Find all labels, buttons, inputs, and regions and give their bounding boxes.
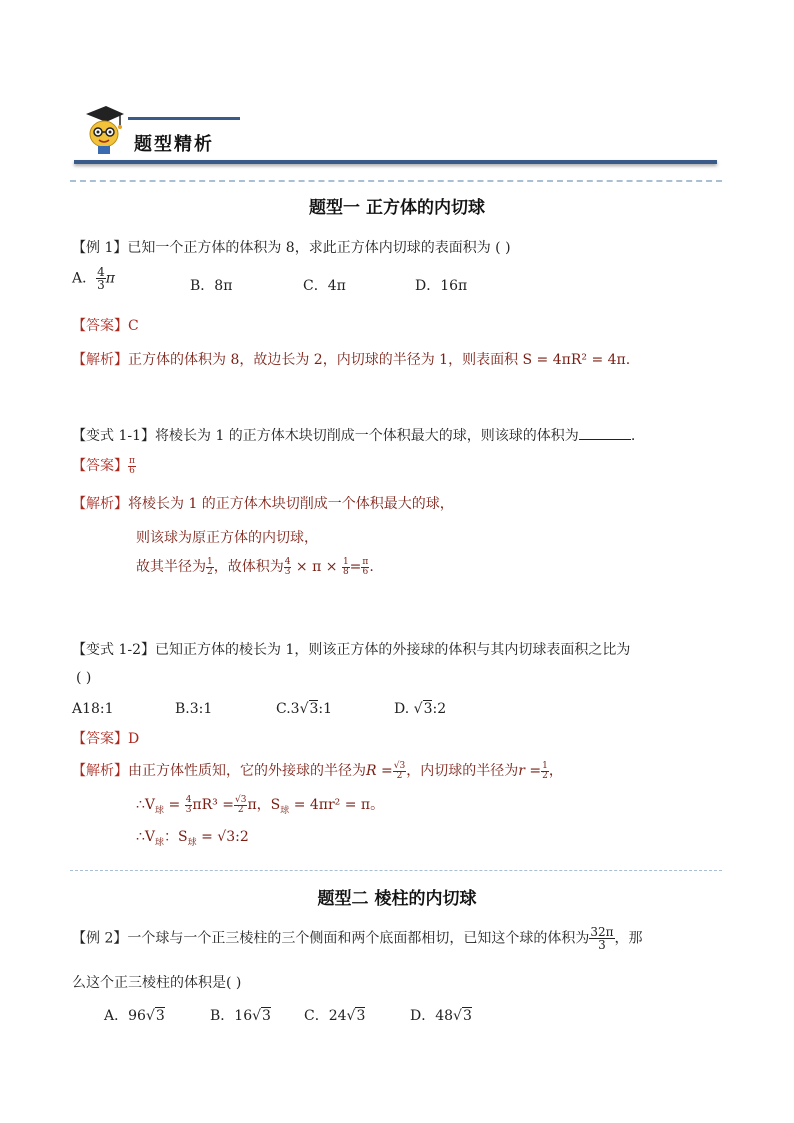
example-2-option-a: A．96√3	[104, 1008, 165, 1024]
example-2-question-line-1: 【例 2】一个球与一个正三棱柱的三个侧面和两个底面都相切，已知这个球的体积为 $\frac{32\pi}{3}$ ，那	[72, 925, 643, 952]
section-title: 题型一 正方体的内切球	[309, 198, 485, 218]
variant-1-1-explanation-line-2: 则该球为原正方体的内切球，	[136, 530, 318, 546]
section-divider	[70, 870, 722, 871]
example-2-option-d: D．48√3	[410, 1008, 472, 1024]
example-1-option-c: C．4π	[303, 278, 346, 294]
example-1-question: 【例 1】已知一个正方体的体积为 8，求此正方体内切球的表面积为 ( )	[72, 240, 511, 256]
variant-1-1-question: 【变式 1-1】将棱长为 1 的正方体木块切削成一个体积最大的球，则该球的体积为 .	[72, 428, 636, 444]
answer-blank	[579, 427, 631, 440]
example-2-option-c: C．24√3	[304, 1008, 366, 1024]
example-2-question-line-2: 么这个正三棱柱的体积是( )	[72, 975, 242, 991]
variant-1-2-paren: ( )	[76, 670, 92, 686]
example-1-explanation: 【解析】正方体的体积为 8，故边长为 2，内切球的半径为 1，则表面积 S = 4πR² = 4π.	[72, 352, 631, 368]
banner-accent-line	[128, 117, 240, 120]
example-1-option-b: B．8π	[190, 278, 233, 294]
variant-1-2-explanation-line-1: 【解析】由正方体性质知，它的外接球的半径为R = $\frac{√3}{2}$ ，内切球的半径为r = $\frac{1}{2}$ ，	[72, 760, 563, 781]
variant-1-2-option-d: D. √3:2	[394, 701, 447, 717]
example-1-option-d: D．16π	[415, 278, 468, 294]
variant-1-2-option-c: C.3√3:1	[276, 701, 333, 717]
variant-1-2-explanation-line-3: $\therefore V_球$：$S_球$ = √3:2	[136, 829, 249, 848]
variant-1-1-answer: 【答案】 $\frac{\pi}{6}$	[72, 455, 135, 476]
variant-1-2-question: 【变式 1-2】已知正方体的棱长为 1，则该正方体的外接球的体积与其内切球表面积之比为	[72, 642, 631, 658]
variant-1-2-option-b: B.3:1	[175, 701, 213, 717]
example-2-option-b: B．16√3	[210, 1008, 271, 1024]
variant-1-1-explanation-line-3: 故其半径为 $\frac{1}{2}$ ，故体积为 $\frac{4}{3}$ × π × $\frac{1}{8}$ = $\frac{\pi}{6}$ .	[136, 556, 374, 577]
variant-1-2-option-a: A18:1	[72, 701, 114, 717]
example-1-option-a: A． $\frac{4}{3}$ π	[72, 265, 115, 292]
banner-underline	[74, 160, 717, 164]
variant-1-2-explanation-line-2: $\therefore V_球$ = $\frac{4}{3}$ πR³ = $\frac{√3}{2}$ π，$S_球 = 4\pi r^2 = \pi$。	[136, 794, 385, 816]
section-title: 题型二 棱柱的内切球	[317, 889, 477, 909]
banner-title: 题型精析	[134, 134, 214, 155]
variant-1-1-explanation-line-1: 【解析】将棱长为 1 的正方体木块切削成一个体积最大的球，	[72, 496, 454, 512]
section-divider	[70, 180, 722, 182]
example-1-answer: 【答案】C	[72, 318, 139, 334]
variant-1-2-answer: 【答案】D	[72, 731, 140, 747]
graduate-mascot-icon	[80, 100, 128, 156]
